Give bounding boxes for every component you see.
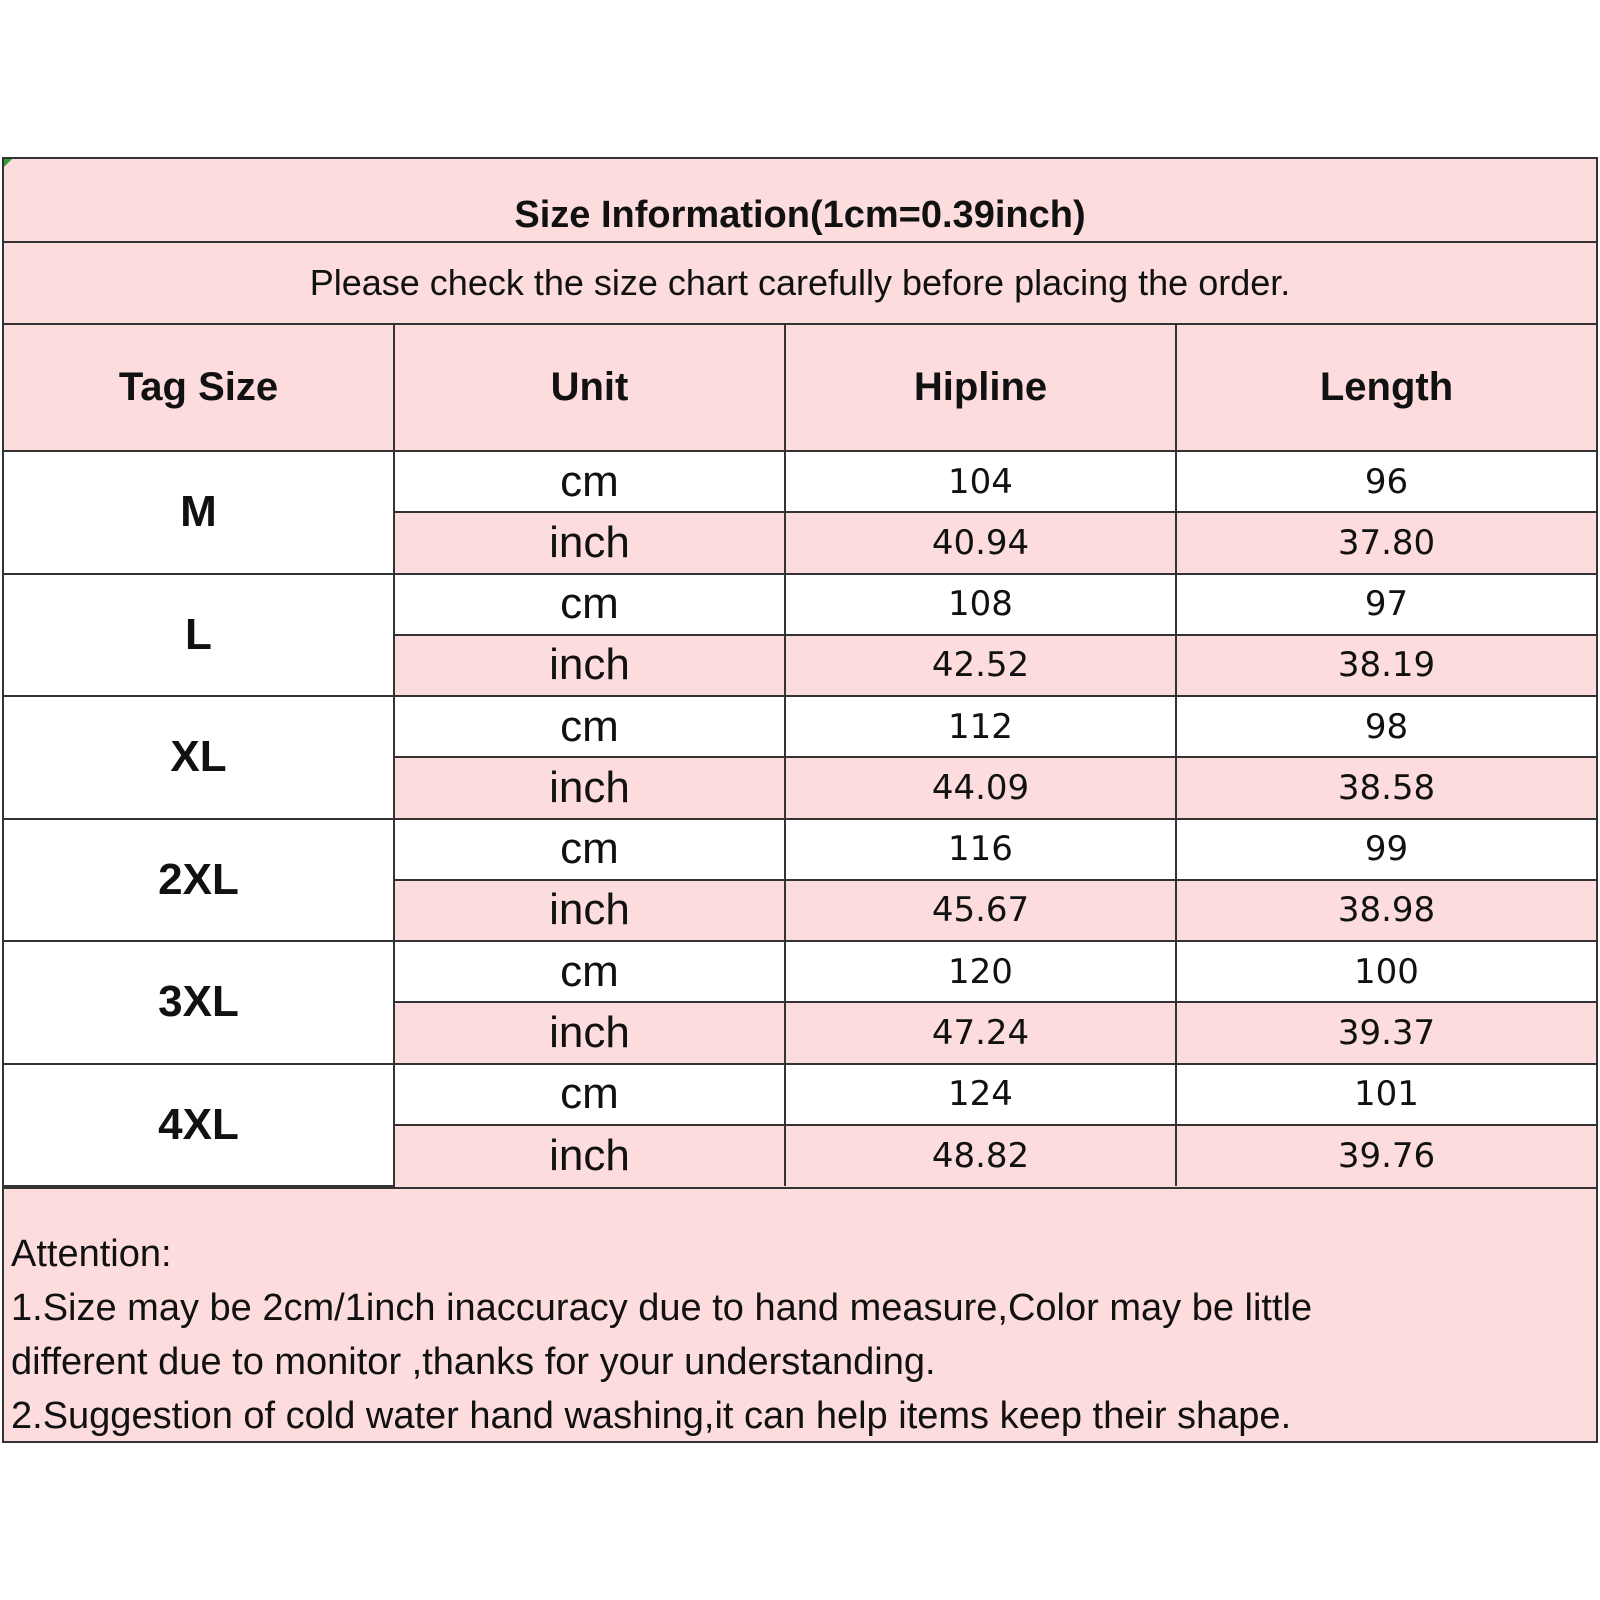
unit-cell: inch bbox=[394, 1125, 785, 1186]
size-chart-title: Size Information(1cm=0.39inch) bbox=[514, 193, 1086, 236]
hipline-cell: 124 bbox=[785, 1064, 1176, 1125]
tag-size-cell: 4XL bbox=[4, 1064, 394, 1187]
unit-cell: cm bbox=[394, 941, 785, 1002]
size-table bbox=[4, 325, 1596, 1187]
header-unit: Unit bbox=[394, 325, 785, 451]
length-cell: 100 bbox=[1176, 941, 1596, 1002]
header-tag-size: Tag Size bbox=[4, 325, 394, 451]
hipline-cell: 104 bbox=[785, 451, 1176, 512]
attention-heading: Attention: bbox=[11, 1233, 172, 1275]
hipline-cell: 120 bbox=[785, 941, 1176, 1002]
length-cell: 37.80 bbox=[1176, 512, 1596, 573]
hipline-cell: 45.67 bbox=[785, 880, 1176, 941]
tag-size-cell: M bbox=[4, 451, 394, 574]
hipline-cell: 108 bbox=[785, 574, 1176, 635]
tag-size-cell: L bbox=[4, 574, 394, 697]
unit-cell: inch bbox=[394, 880, 785, 941]
unit-cell: inch bbox=[394, 757, 785, 818]
tag-size-cell: 2XL bbox=[4, 819, 394, 942]
length-cell: 98 bbox=[1176, 696, 1596, 757]
unit-cell: inch bbox=[394, 512, 785, 573]
size-row-cm bbox=[4, 574, 1596, 635]
size-row-cm bbox=[4, 696, 1596, 757]
tag-size-cell: 3XL bbox=[4, 941, 394, 1064]
attention-line: 2.Suggestion of cold water hand washing,it can help items keep their shape. bbox=[11, 1395, 1292, 1437]
length-cell: 39.76 bbox=[1176, 1125, 1596, 1186]
size-chart-sheet bbox=[2, 157, 1598, 1443]
size-chart-subtitle: Please check the size chart carefully before placing the order. bbox=[309, 262, 1291, 303]
size-row-cm bbox=[4, 1064, 1596, 1125]
unit-cell: cm bbox=[394, 574, 785, 635]
unit-cell: cm bbox=[394, 696, 785, 757]
unit-cell: cm bbox=[394, 1064, 785, 1125]
hipline-cell: 48.82 bbox=[785, 1125, 1176, 1186]
length-cell: 38.58 bbox=[1176, 757, 1596, 818]
unit-cell: inch bbox=[394, 1002, 785, 1063]
hipline-cell: 44.09 bbox=[785, 757, 1176, 818]
length-cell: 97 bbox=[1176, 574, 1596, 635]
attention-line: 1.Size may be 2cm/1inch inaccuracy due to hand measure,Color may be little bbox=[11, 1287, 1313, 1329]
header-hipline: Hipline bbox=[785, 325, 1176, 451]
length-cell: 38.19 bbox=[1176, 635, 1596, 696]
hipline-cell: 47.24 bbox=[785, 1002, 1176, 1063]
unit-cell: cm bbox=[394, 451, 785, 512]
length-cell: 101 bbox=[1176, 1064, 1596, 1125]
hipline-cell: 42.52 bbox=[785, 635, 1176, 696]
length-cell: 39.37 bbox=[1176, 1002, 1596, 1063]
header-row bbox=[4, 325, 1596, 451]
length-cell: 99 bbox=[1176, 819, 1596, 880]
size-table-body bbox=[4, 451, 1596, 1186]
unit-cell: cm bbox=[394, 819, 785, 880]
subtitle-band bbox=[4, 243, 1596, 325]
attention-line: different due to monitor ,thanks for your understanding. bbox=[11, 1341, 936, 1383]
hipline-cell: 112 bbox=[785, 696, 1176, 757]
tag-size-cell: XL bbox=[4, 696, 394, 819]
size-row-cm bbox=[4, 819, 1596, 880]
size-row-cm bbox=[4, 941, 1596, 1002]
title-band bbox=[4, 159, 1596, 243]
size-row-cm bbox=[4, 451, 1596, 512]
hipline-cell: 40.94 bbox=[785, 512, 1176, 573]
length-cell: 38.98 bbox=[1176, 880, 1596, 941]
header-length: Length bbox=[1176, 325, 1596, 451]
hipline-cell: 116 bbox=[785, 819, 1176, 880]
attention-notes bbox=[4, 1187, 1596, 1441]
length-cell: 96 bbox=[1176, 451, 1596, 512]
unit-cell: inch bbox=[394, 635, 785, 696]
